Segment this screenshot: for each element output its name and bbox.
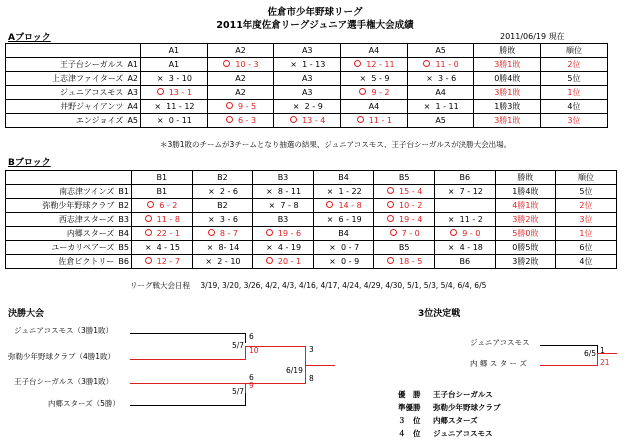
- team-name: 内郷スターズ: [66, 229, 115, 238]
- score-cell: [313, 241, 374, 255]
- team-code: A4: [127, 102, 138, 111]
- score-cell: [313, 199, 374, 213]
- team-cell: [6, 241, 132, 255]
- third-score-bottom: 21: [600, 358, 610, 367]
- final-score-bottom: 8: [309, 374, 314, 383]
- score-text: 9 - 2: [371, 88, 390, 97]
- win-circle-icon: [357, 116, 364, 123]
- score-cell: [407, 100, 474, 114]
- win-circle-icon: [387, 201, 394, 208]
- score-cell: [192, 241, 253, 255]
- score-cell: [407, 72, 474, 86]
- a-header-corner: [6, 44, 141, 58]
- score-cell: [313, 185, 374, 199]
- standing-team-1: 王子台シーガルス: [433, 390, 493, 399]
- team-cell: [6, 213, 132, 227]
- team-cell: [6, 185, 132, 199]
- team-code: A3: [127, 88, 138, 97]
- team-code: B1: [118, 187, 129, 196]
- loss-cross-icon: ×: [144, 243, 152, 252]
- score-cell: [207, 58, 274, 72]
- loss-cross-icon: ×: [206, 243, 214, 252]
- win-circle-icon: [387, 215, 394, 222]
- score-text: 4 - 19: [277, 243, 302, 252]
- score-cell: [132, 213, 193, 227]
- win-circle-icon: [450, 229, 457, 236]
- score-cell: [141, 72, 208, 86]
- score-text: 19 - 4: [399, 215, 423, 224]
- table-row: [6, 255, 617, 269]
- team-code: B3: [118, 215, 129, 224]
- semi1-score-top: 6: [249, 332, 254, 341]
- score-text: 2 - 6: [219, 187, 238, 196]
- score-text: B1: [156, 187, 168, 196]
- score-cell: [313, 227, 374, 241]
- standing-team-3: 内郷スターズ: [433, 416, 478, 425]
- team-name: 西志津スターズ: [58, 215, 115, 224]
- standing-team-2: 弥勒少年野球クラブ: [433, 403, 501, 412]
- score-text: A1: [168, 60, 180, 69]
- score-cell: [207, 86, 274, 100]
- score-cell: [434, 227, 495, 241]
- score-cell: [141, 100, 208, 114]
- loss-cross-icon: ×: [268, 201, 276, 210]
- b-header-corner: [6, 171, 132, 185]
- as-of-date: 2011/06/19 現在: [500, 32, 565, 41]
- score-text: B4: [338, 229, 349, 238]
- team-name: 南志津ツインズ: [59, 187, 115, 196]
- score-cell: [141, 86, 208, 100]
- a-col-header: 順位: [541, 44, 608, 58]
- third-place-heading: 3位決定戦: [418, 309, 461, 319]
- score-cell: [192, 213, 253, 227]
- final-team-2: 弥勒少年野球クラブ（4勝1敗）: [8, 352, 116, 361]
- score-cell: [192, 255, 253, 269]
- score-cell: [207, 114, 274, 128]
- rank-cell: 4位: [556, 255, 617, 269]
- team-code: B2: [118, 201, 129, 210]
- score-text: 2 - 10: [217, 257, 241, 266]
- standing-place-3: ３ 位: [398, 416, 421, 425]
- loss-cross-icon: ×: [156, 116, 164, 125]
- rank-cell: 5位: [556, 185, 617, 199]
- score-cell: [192, 185, 253, 199]
- score-cell: [192, 199, 253, 213]
- win-circle-icon: [145, 257, 152, 264]
- table-row: [6, 72, 608, 86]
- record-cell: 3勝1敗: [474, 114, 541, 128]
- score-cell: [141, 114, 208, 128]
- score-text: 13 - 4: [302, 116, 326, 125]
- score-cell: [407, 86, 474, 100]
- score-cell: [274, 72, 341, 86]
- score-cell: [434, 241, 495, 255]
- b-col-header: B1: [132, 171, 193, 185]
- third-team-1: ジュニアコスモス: [470, 338, 530, 347]
- score-cell: [132, 241, 193, 255]
- rank-cell: 3位: [541, 114, 608, 128]
- score-cell: [274, 114, 341, 128]
- score-cell: [207, 72, 274, 86]
- score-text: 11 - 1: [368, 116, 393, 125]
- score-text: 9 - 5: [237, 102, 257, 111]
- team-name: 王子台シーガルス: [59, 60, 124, 69]
- win-circle-icon: [145, 229, 152, 236]
- win-circle-icon: [145, 215, 152, 222]
- score-cell: [434, 213, 495, 227]
- score-text: 2 - 9: [304, 102, 323, 111]
- schedule-dates: 3/19, 3/20, 3/26, 4/2, 4/3, 4/16, 4/17, 4/24, 4/29, 4/30, 5/1, 5/3, 5/4, 6/4, 6/5: [200, 281, 487, 290]
- score-cell: [253, 213, 314, 227]
- team-code: A2: [127, 74, 138, 83]
- rank-cell: 3位: [556, 213, 617, 227]
- win-circle-icon: [387, 257, 394, 264]
- score-text: 14 - 8: [338, 201, 362, 210]
- score-cell: [374, 185, 435, 199]
- score-cell: [207, 100, 274, 114]
- score-cell: [434, 199, 495, 213]
- record-cell: 0勝5敗: [495, 241, 556, 255]
- score-text: 3 - 10: [168, 74, 192, 83]
- table-row: [6, 114, 608, 128]
- win-circle-icon: [266, 257, 273, 264]
- score-cell: [253, 227, 314, 241]
- score-text: 7 - 8: [280, 201, 299, 210]
- score-text: 11 - 0: [435, 60, 459, 69]
- b-col-header: B6: [434, 171, 495, 185]
- win-circle-icon: [359, 88, 366, 95]
- table-row: [6, 213, 617, 227]
- tournament-title: 2011年度佐倉リーグジュニア選手権大会成績: [216, 20, 414, 31]
- win-circle-icon: [354, 60, 361, 67]
- score-cell: [274, 100, 341, 114]
- team-name: 上志津ファイターズ: [51, 74, 124, 83]
- score-text: B3: [277, 215, 289, 224]
- a-col-header: A1: [141, 44, 208, 58]
- final-date: 6/19: [286, 366, 303, 375]
- third-date: 6/5: [584, 349, 597, 358]
- table-row: [6, 241, 617, 255]
- loss-cross-icon: ×: [207, 187, 215, 196]
- final-team-1: ジュニアコスモス（3勝1敗）: [14, 326, 114, 335]
- table-row: [6, 100, 608, 114]
- standing-place-1: 優 勝: [398, 390, 421, 399]
- score-cell: [253, 241, 314, 255]
- b-col-header: B4: [313, 171, 374, 185]
- score-text: 19 - 6: [277, 229, 302, 238]
- final-team-3: 王子台シーガルス（3勝1敗）: [14, 377, 114, 386]
- team-code: B6: [118, 257, 129, 266]
- win-circle-icon: [326, 201, 333, 208]
- score-text: 5 - 9: [371, 74, 390, 83]
- score-cell: [374, 199, 435, 213]
- score-cell: [341, 114, 408, 128]
- rank-cell: 4位: [541, 100, 608, 114]
- score-text: 11 - 2: [459, 215, 483, 224]
- table-row: [6, 199, 617, 213]
- loss-cross-icon: ×: [423, 102, 431, 111]
- loss-cross-icon: ×: [359, 74, 367, 83]
- score-cell: [132, 199, 193, 213]
- b-header-row: [6, 171, 617, 185]
- standing-place-2: 準優勝: [398, 403, 421, 412]
- score-cell: [407, 58, 474, 72]
- score-cell: [274, 58, 341, 72]
- standing-place-4: ４ 位: [398, 429, 421, 438]
- score-text: 8 - 11: [277, 187, 302, 196]
- team-name: 井野ジャイアンツ: [60, 102, 124, 111]
- table-row: [6, 58, 608, 72]
- record-cell: 3勝2敗: [495, 213, 556, 227]
- loss-cross-icon: ×: [292, 102, 300, 111]
- record-cell: 5勝0敗: [495, 227, 556, 241]
- score-text: 1 - 13: [302, 60, 326, 69]
- rank-cell: 5位: [541, 72, 608, 86]
- win-circle-icon: [157, 88, 164, 95]
- loss-cross-icon: ×: [266, 187, 273, 196]
- team-name: エンジョイズ: [75, 116, 124, 125]
- loss-cross-icon: ×: [329, 243, 336, 252]
- score-text: B5: [398, 243, 410, 252]
- team-cell: [6, 100, 141, 114]
- block-a-table: [5, 43, 608, 128]
- record-cell: 1勝4敗: [495, 185, 556, 199]
- score-text: 10 - 3: [235, 60, 259, 69]
- score-text: A4: [368, 102, 380, 111]
- team-cell: [6, 72, 141, 86]
- team-code: B4: [118, 229, 129, 238]
- record-cell: 1勝3敗: [474, 100, 541, 114]
- score-text: 22 - 1: [156, 229, 180, 238]
- record-cell: 3勝1敗: [474, 86, 541, 100]
- team-name: 佐倉ビクトリー: [58, 257, 115, 266]
- score-text: 13 - 1: [168, 88, 192, 97]
- b-col-header: B2: [192, 171, 253, 185]
- score-cell: [253, 185, 314, 199]
- team-cell: [6, 86, 141, 100]
- team-cell: [6, 227, 132, 241]
- score-cell: [132, 227, 193, 241]
- team-code: A1: [127, 60, 138, 69]
- team-code: A5: [127, 116, 138, 125]
- score-text: 8 - 7: [219, 229, 238, 238]
- score-cell: [192, 227, 253, 241]
- team-name: 弥勒少年野球クラブ: [42, 201, 115, 210]
- score-text: 4 - 15: [156, 243, 180, 252]
- loss-cross-icon: ×: [266, 243, 273, 252]
- score-text: 8- 14: [218, 243, 240, 252]
- score-cell: [374, 255, 435, 269]
- score-cell: [374, 213, 435, 227]
- final-team-4: 内郷スターズ（5勝）: [48, 399, 120, 408]
- score-cell: [141, 58, 208, 72]
- score-text: 18 - 5: [399, 257, 423, 266]
- score-cell: [374, 227, 435, 241]
- standing-team-4: ジュニアコスモス: [433, 429, 493, 438]
- score-text: B2: [217, 201, 228, 210]
- score-text: 4 - 18: [459, 243, 483, 252]
- win-circle-icon: [266, 229, 273, 236]
- third-team-2: 内 郷 ス タ ー ズ: [470, 359, 527, 368]
- a-col-header: A3: [274, 44, 341, 58]
- score-cell: [313, 255, 374, 269]
- schedule-row: [130, 280, 486, 291]
- final-score-top: 3: [309, 345, 314, 354]
- b-col-header: B5: [374, 171, 435, 185]
- score-cell: [132, 255, 193, 269]
- score-text: 6 - 2: [159, 201, 178, 210]
- a-col-header: A4: [341, 44, 408, 58]
- score-text: 1 - 11: [435, 102, 459, 111]
- table-row: [6, 86, 608, 100]
- record-cell: 3勝1敗: [474, 58, 541, 72]
- rank-cell: 2位: [541, 58, 608, 72]
- score-cell: [341, 58, 408, 72]
- loss-cross-icon: ×: [290, 60, 297, 69]
- league-title: 佐倉市少年野球リーグ: [267, 7, 363, 18]
- score-text: A3: [301, 74, 313, 83]
- schedule-label: リーグ戦大会日程: [130, 281, 190, 290]
- loss-cross-icon: ×: [154, 102, 162, 111]
- a-col-header: A2: [207, 44, 274, 58]
- record-cell: 4勝1敗: [495, 199, 556, 213]
- score-text: 15 - 4: [399, 187, 423, 196]
- a-col-header: 勝敗: [474, 44, 541, 58]
- win-circle-icon: [223, 60, 230, 67]
- score-cell: [341, 72, 408, 86]
- score-text: A2: [235, 74, 246, 83]
- score-text: 20 - 1: [277, 257, 302, 266]
- team-cell: [6, 255, 132, 269]
- score-text: A3: [301, 88, 313, 97]
- b-col-header: B3: [253, 171, 314, 185]
- score-cell: [313, 213, 374, 227]
- rank-cell: 1位: [541, 86, 608, 100]
- team-name: ユーカリペアーズ: [51, 243, 115, 252]
- team-code: B5: [118, 243, 129, 252]
- score-cell: [374, 241, 435, 255]
- score-text: 12 - 7: [156, 257, 180, 266]
- score-text: B6: [459, 257, 471, 266]
- score-cell: [341, 100, 408, 114]
- win-circle-icon: [387, 187, 394, 194]
- block-a-heading: Aブロック: [8, 33, 51, 43]
- score-text: 0 - 11: [168, 116, 192, 125]
- score-text: 6 - 3: [237, 116, 257, 125]
- semi2-score-top: 6: [249, 373, 254, 382]
- record-cell: 0勝4敗: [474, 72, 541, 86]
- table-row: [6, 185, 617, 199]
- loss-cross-icon: ×: [447, 243, 455, 252]
- score-cell: [253, 255, 314, 269]
- score-text: A5: [435, 116, 446, 125]
- third-score-top: 1: [600, 346, 605, 355]
- score-text: 1 - 22: [338, 187, 362, 196]
- win-circle-icon: [226, 102, 233, 109]
- score-text: 12 - 11: [366, 60, 395, 69]
- loss-cross-icon: ×: [426, 74, 433, 83]
- score-text: 11 - 12: [166, 102, 195, 111]
- score-text: A4: [435, 88, 446, 97]
- score-text: 3 - 6: [438, 74, 457, 83]
- team-cell: [6, 199, 132, 213]
- score-text: 0 - 7: [341, 243, 360, 252]
- win-circle-icon: [290, 116, 297, 123]
- loss-cross-icon: ×: [205, 257, 213, 266]
- team-name: ジュニアコスモス: [59, 88, 124, 97]
- record-cell: 3勝2敗: [495, 255, 556, 269]
- score-cell: [407, 114, 474, 128]
- score-text: 11 - 8: [156, 215, 180, 224]
- score-text: 9 - 0: [462, 229, 481, 238]
- score-text: 0 - 9: [341, 257, 360, 266]
- score-text: 3 - 6: [219, 215, 238, 224]
- score-cell: [274, 86, 341, 100]
- loss-cross-icon: ×: [326, 215, 334, 224]
- score-cell: [132, 185, 193, 199]
- rank-cell: 6位: [556, 241, 617, 255]
- loss-cross-icon: ×: [207, 215, 215, 224]
- score-cell: [253, 199, 314, 213]
- team-cell: [6, 114, 141, 128]
- table-row: [6, 227, 617, 241]
- win-circle-icon: [423, 60, 430, 67]
- b-col-header: 順位: [556, 171, 617, 185]
- semi1-date: 5/7: [232, 341, 245, 350]
- loss-cross-icon: ×: [156, 74, 164, 83]
- win-circle-icon: [390, 229, 397, 236]
- win-circle-icon: [226, 116, 233, 123]
- semi2-score-bottom: 9: [249, 381, 254, 390]
- score-text: 7 - 12: [459, 187, 483, 196]
- score-cell: [434, 185, 495, 199]
- block-b-table: [5, 170, 617, 269]
- semi2-date: 5/7: [232, 387, 245, 396]
- win-circle-icon: [208, 229, 215, 236]
- a-header-row: [6, 44, 608, 58]
- rank-cell: 1位: [556, 227, 617, 241]
- score-text: A2: [235, 88, 246, 97]
- a-col-header: A5: [407, 44, 474, 58]
- score-text: 7 - 0: [401, 229, 420, 238]
- block-b-heading: Bブロック: [8, 158, 51, 168]
- loss-cross-icon: ×: [326, 187, 334, 196]
- semi1-score-bottom: 10: [249, 346, 259, 355]
- score-cell: [434, 255, 495, 269]
- loss-cross-icon: ×: [447, 187, 455, 196]
- rank-cell: 2位: [556, 199, 617, 213]
- b-col-header: 勝敗: [495, 171, 556, 185]
- score-text: 10 - 2: [399, 201, 423, 210]
- score-text: 6 - 19: [338, 215, 362, 224]
- score-cell: [341, 86, 408, 100]
- team-cell: [6, 58, 141, 72]
- loss-cross-icon: ×: [447, 215, 455, 224]
- final-heading: 決勝大会: [8, 309, 45, 319]
- win-circle-icon: [147, 201, 154, 208]
- loss-cross-icon: ×: [329, 257, 336, 266]
- block-a-note: ＊3勝1敗のチームが3チームとなり抽選の結果、ジュニアコスモス、王子台シーガルスが決勝大会出場。: [160, 140, 512, 149]
